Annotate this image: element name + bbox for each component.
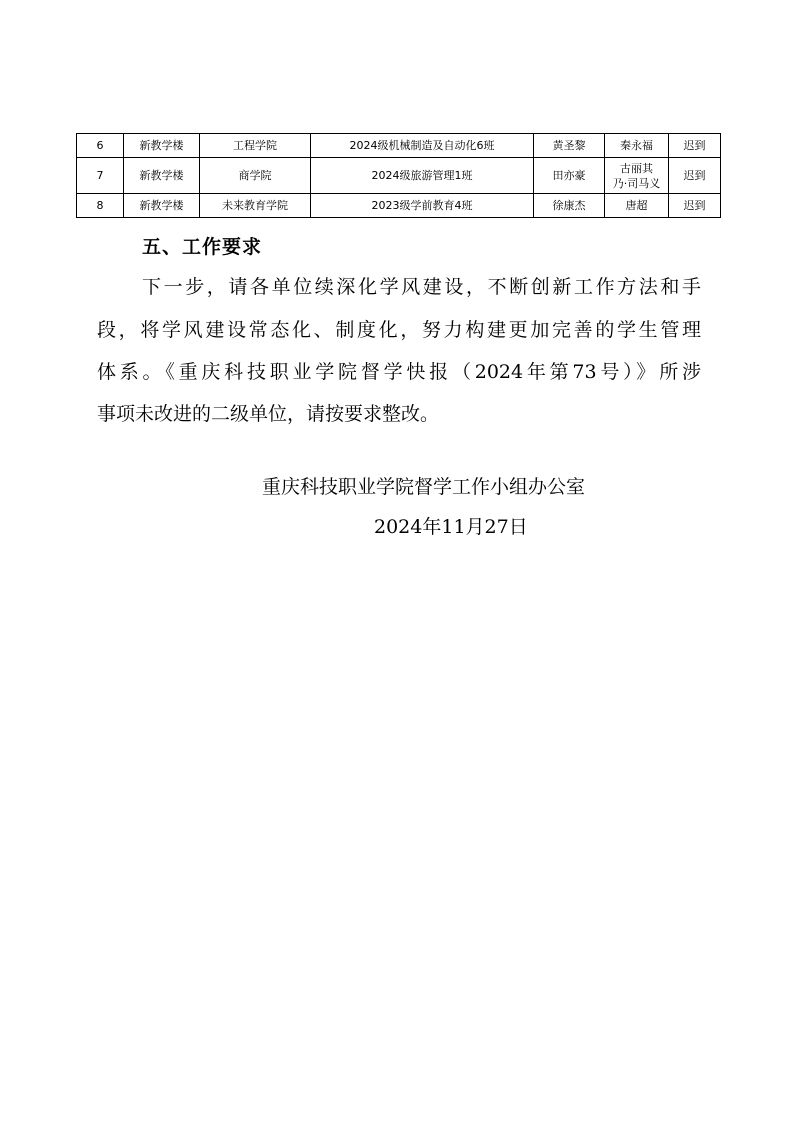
- supervision-table: [76, 133, 721, 218]
- college-cell: 工程学院: [200, 134, 311, 158]
- class-cell: 2024级旅游管理1班: [311, 158, 534, 194]
- table-row: [77, 194, 721, 218]
- building-cell: 新教学楼: [124, 134, 200, 158]
- class-cell: 2024级机械制造及自动化6班: [311, 134, 534, 158]
- body-paragraph-line-3: 体系。《重庆科技职业学院督学快报（2024年第73号）》所涉: [97, 361, 701, 383]
- issue-cell: 迟到: [669, 194, 721, 218]
- body-paragraph-line-4: 事项未改进的二级单位，请按要求整改。: [97, 403, 440, 425]
- college-cell: 商学院: [200, 158, 311, 194]
- counselor-cell: [605, 194, 669, 218]
- teacher-cell: 徐康杰: [534, 194, 605, 218]
- class-cell: 2023级学前教育4班: [311, 194, 534, 218]
- table-row: [77, 158, 721, 194]
- counselor-cell: [605, 158, 669, 194]
- signature-organization: 重庆科技职业学院督学工作小组办公室: [262, 476, 586, 498]
- signature-date: 2024年11月27日: [374, 516, 528, 538]
- counselor-name: 秦永福: [620, 139, 653, 152]
- row-number-cell: 8: [77, 194, 124, 218]
- counselor-name: 唐超: [625, 199, 648, 212]
- row-number-cell: 7: [77, 158, 124, 194]
- table-row: [77, 134, 721, 158]
- body-paragraph-line-1: 下一步，请各单位续深化学风建设，不断创新工作方法和手: [142, 276, 701, 298]
- issue-cell: 迟到: [669, 158, 721, 194]
- issue-cell: 迟到: [669, 134, 721, 158]
- counselor-name-line-1: 古丽其: [620, 161, 653, 175]
- college-cell: 未来教育学院: [200, 194, 311, 218]
- building-cell: 新教学楼: [124, 194, 200, 218]
- counselor-cell: [605, 134, 669, 158]
- body-paragraph-line-2: 段，将学风建设常态化、制度化，努力构建更加完善的学生管理: [97, 319, 701, 341]
- teacher-cell: 田亦豪: [534, 158, 605, 194]
- counselor-name-line-2: 乃·司马义: [612, 176, 661, 190]
- row-number-cell: 6: [77, 134, 124, 158]
- building-cell: 新教学楼: [124, 158, 200, 194]
- teacher-cell: 黄圣黎: [534, 134, 605, 158]
- section-heading: 五、工作要求: [142, 236, 263, 258]
